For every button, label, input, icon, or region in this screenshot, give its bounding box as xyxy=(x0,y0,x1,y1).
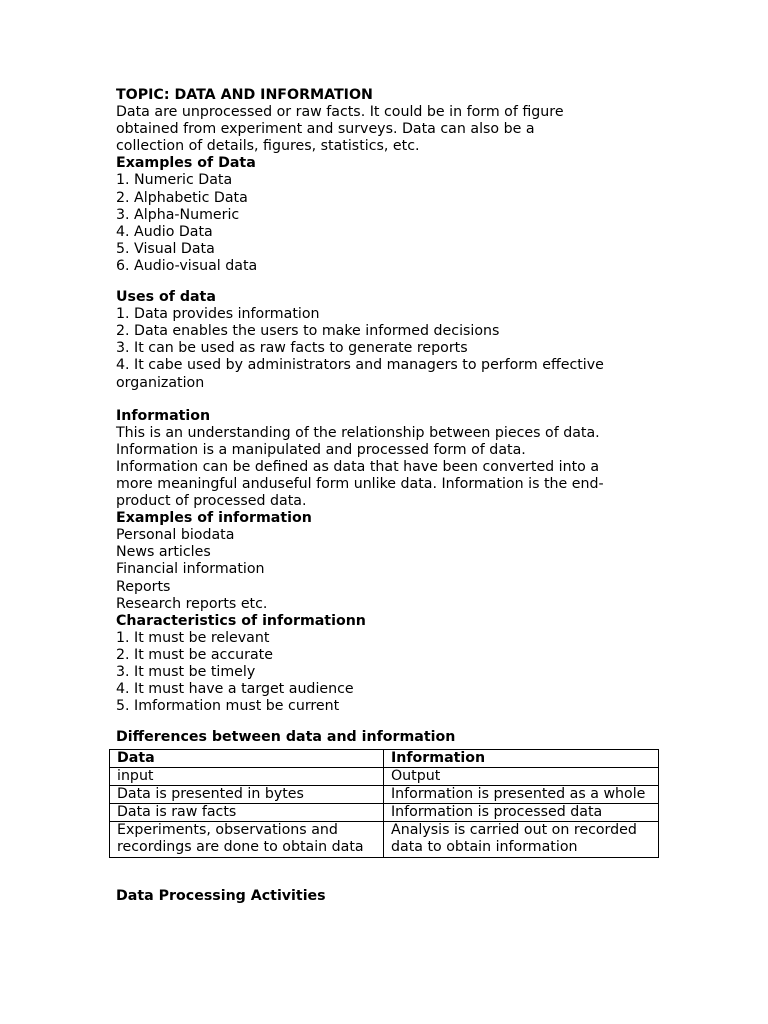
list-item: organization xyxy=(116,374,205,391)
list-item: 5. Visual Data xyxy=(116,240,215,257)
table-row xyxy=(110,804,659,822)
list-item: Financial information xyxy=(116,561,265,578)
intro-line: Data are unprocessed or raw facts. It could be in form of figure xyxy=(116,104,564,121)
list-item: 1. It must be relevant xyxy=(116,629,270,646)
document-title: TOPIC: DATA AND INFORMATION xyxy=(116,87,373,103)
table-cell: Output xyxy=(384,768,659,786)
paragraph-line: more meaningful anduseful form unlike data. Information is the end- xyxy=(116,475,604,492)
list-item: 2. Data enables the users to make informed decisions xyxy=(116,323,500,340)
table-cell: Data is presented in bytes xyxy=(110,786,384,804)
table-cell: Information is processed data xyxy=(384,804,659,822)
table-row xyxy=(110,768,659,786)
information-heading: Information xyxy=(116,407,211,424)
paragraph-line: Information is a manipulated and processed form of data. xyxy=(116,441,526,458)
list-item: 6. Audio-visual data xyxy=(116,257,258,274)
table-cell: Information is presented as a whole xyxy=(384,786,659,804)
list-item: Research reports etc. xyxy=(116,595,268,612)
intro-line: obtained from experiment and surveys. Data can also be a xyxy=(116,121,535,138)
table-row xyxy=(110,822,659,857)
examples-of-information-heading: Examples of information xyxy=(116,510,312,527)
list-item: 3. Alpha-Numeric xyxy=(116,206,240,223)
paragraph-line: Information can be defined as data that have been converted into a xyxy=(116,458,600,475)
table-header-row xyxy=(110,750,659,768)
list-item: 5. Imformation must be current xyxy=(116,698,340,715)
table-row xyxy=(110,786,659,804)
data-processing-heading: Data Processing Activities xyxy=(116,888,326,904)
table-cell: input xyxy=(110,768,384,786)
document-body xyxy=(116,87,661,746)
list-item: 1. Numeric Data xyxy=(116,172,233,189)
table-cell: Data is raw facts xyxy=(110,804,384,822)
list-item: News articles xyxy=(116,544,211,561)
list-item: 4. It cabe used by administrators and managers to perform effective xyxy=(116,357,604,374)
list-item: 2. Alphabetic Data xyxy=(116,189,248,206)
list-item: 3. It must be timely xyxy=(116,664,256,680)
uses-of-data-heading: Uses of data xyxy=(116,289,216,306)
paragraph-line: product of processed data. xyxy=(116,493,307,510)
paragraph-line: This is an understanding of the relationship between pieces of data. xyxy=(116,424,600,441)
intro-line: collection of details, figures, statistics, etc. xyxy=(116,138,420,155)
list-item: 2. It must be accurate xyxy=(116,646,273,663)
list-item: 4. Audio Data xyxy=(116,223,213,240)
list-item: Personal biodata xyxy=(116,527,235,544)
differences-table xyxy=(109,749,659,858)
list-item: Reports xyxy=(116,578,171,595)
characteristics-heading: Characteristics of informationn xyxy=(116,612,366,629)
table-header-cell: Information xyxy=(384,750,659,768)
list-item: 1. Data provides information xyxy=(116,306,320,323)
list-item: 4. It must have a target audience xyxy=(116,681,354,698)
list-item: 3. It can be used as raw facts to generate reports xyxy=(116,340,468,357)
differences-heading: Differences between data and information xyxy=(116,729,456,746)
table-cell: Analysis is carried out on recorded data to obtain information xyxy=(384,822,659,857)
table-cell: Experiments, observations and recordings are done to obtain data xyxy=(110,822,384,857)
examples-of-data-heading: Examples of Data xyxy=(116,155,256,172)
table-header-cell: Data xyxy=(110,750,384,768)
